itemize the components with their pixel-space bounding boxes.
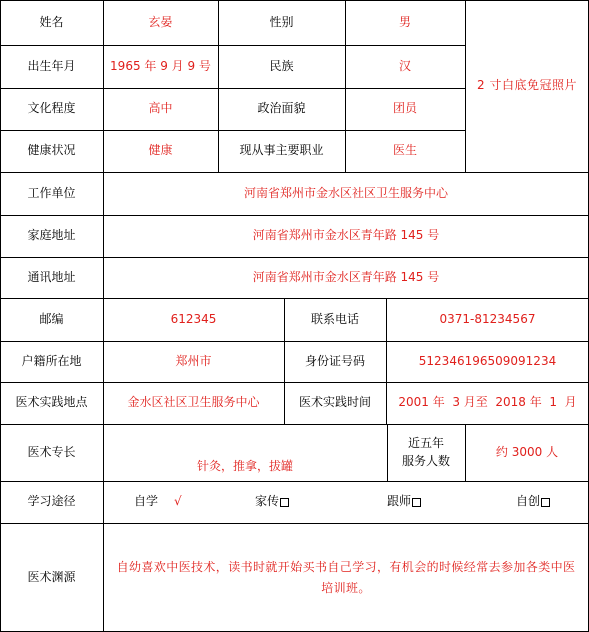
rule: [0, 88, 465, 89]
label-hukou: 户籍所在地: [21, 353, 82, 368]
label-education: 文化程度: [27, 101, 76, 116]
label-political: 政治面貌: [257, 101, 306, 116]
label-name: 姓名: [39, 14, 64, 29]
value-practice-place: 金水区社区卫生服务中心: [127, 395, 260, 410]
photo-placeholder: 2 寸白底免冠照片: [477, 78, 577, 93]
rule: [0, 424, 589, 425]
value-job: 医生: [392, 143, 417, 158]
label-gender: 性别: [269, 14, 294, 29]
label-job: 现从事主要职业: [239, 143, 324, 158]
study-option-self[interactable]: [103, 481, 223, 523]
rule: [0, 481, 589, 482]
label-health: 健康状况: [27, 143, 76, 158]
label-practice-place: 医术实践地点: [15, 395, 88, 410]
study-option-mentor-label: 跟师: [387, 494, 412, 509]
label-five-year-service: [387, 424, 465, 481]
value-id-number: 512346196509091234: [418, 353, 557, 368]
label-id-number: 身份证号码: [304, 353, 365, 368]
rule: [0, 0, 589, 1]
label-home-address: 家庭地址: [27, 228, 76, 243]
rule: [465, 424, 466, 481]
rule: [103, 0, 104, 632]
rule: [0, 341, 589, 342]
value-postcode: 612345: [170, 311, 217, 326]
rule: [0, 382, 589, 383]
study-option-family[interactable]: [223, 481, 343, 523]
rule: [0, 523, 589, 524]
value-phone: 0371-81234567: [439, 311, 536, 326]
study-option-self-created-label: 自创: [516, 494, 541, 509]
rule: [0, 0, 1, 632]
rule: [0, 298, 589, 299]
rule: [386, 298, 387, 424]
rule: [345, 0, 346, 172]
checkbox-family[interactable]: [280, 498, 289, 507]
checkbox-mentor[interactable]: [412, 498, 421, 507]
label-workplace: 工作单位: [27, 185, 76, 200]
rule: [0, 215, 589, 216]
label-study-method: 学习途径: [27, 494, 76, 509]
label-birth: 出生年月: [27, 58, 76, 73]
label-origin: 医术渊源: [27, 569, 76, 584]
value-name: 玄晏: [148, 14, 173, 29]
rule: [218, 0, 219, 172]
rule: [465, 0, 466, 172]
label-phone: 联系电话: [310, 311, 359, 326]
value-practice-time: 2001 年 3 月至 2018 年 1 月: [398, 395, 577, 410]
rule: [0, 257, 589, 258]
value-specialty: 针灸，推拿，拔罐: [196, 458, 293, 473]
label-five-year-line1: 近五年: [407, 436, 444, 451]
checkbox-self-created[interactable]: [541, 498, 550, 507]
value-health: 健康: [148, 143, 173, 158]
study-option-self-created[interactable]: [466, 481, 589, 523]
value-five-year-count: 约 3000 人: [495, 444, 559, 459]
value-political: 团员: [392, 101, 417, 116]
value-education: 高中: [148, 101, 173, 116]
rule: [0, 172, 589, 173]
study-option-family-label: 家传: [255, 494, 280, 509]
label-practice-time: 医术实践时间: [298, 395, 371, 410]
value-ethnicity: 汉: [398, 58, 411, 73]
value-origin: 自幼喜欢中医技术，读书时就开始买书自己学习，有机会的时候经常去参加各类中医培训班。: [116, 559, 576, 595]
value-home-address: 河南省郑州市金水区青年路 145 号: [252, 228, 440, 243]
value-workplace: 河南省郑州市金水区社区卫生服务中心: [243, 185, 448, 200]
label-mail-address: 通讯地址: [27, 269, 76, 284]
study-option-self-label: 自学: [134, 494, 159, 509]
value-birth: 1965 年 9 月 9 号: [110, 58, 211, 73]
study-option-mentor[interactable]: [343, 481, 466, 523]
label-ethnicity: 民族: [269, 58, 294, 73]
rule: [0, 130, 465, 131]
value-mail-address: 河南省郑州市金水区青年路 145 号: [252, 269, 440, 284]
value-hukou: 郑州市: [175, 353, 212, 368]
rule: [284, 298, 285, 424]
value-gender: 男: [398, 14, 411, 29]
rule: [387, 424, 388, 481]
label-specialty: 医术专长: [27, 444, 76, 459]
checkmark-icon: √: [174, 494, 182, 509]
rule: [0, 45, 465, 46]
label-postcode: 邮编: [39, 311, 64, 326]
label-five-year-line2: 服务人数: [401, 453, 450, 468]
